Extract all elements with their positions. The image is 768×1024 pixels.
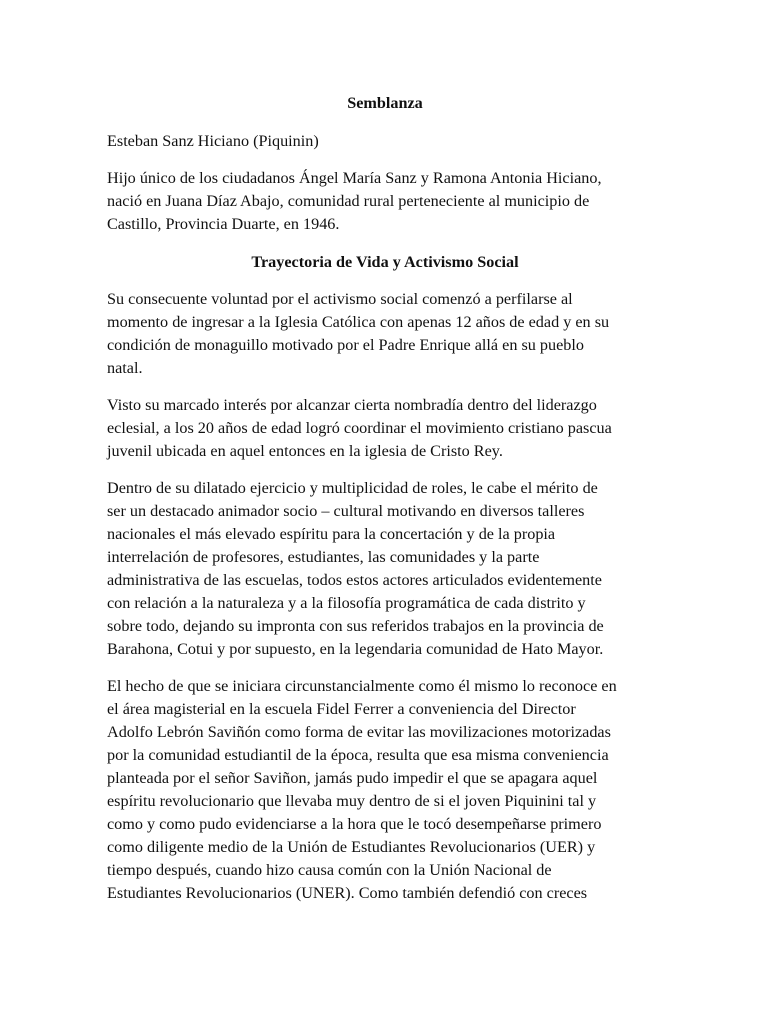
text-line: Visto su marcado interés por alcanzar cierta nombradía dentro del liderazgo [107,396,597,414]
paragraph-3 [107,477,663,661]
text-line: nacionales el más elevado espíritu para la concertación y de la propia [107,525,556,543]
text-line: El hecho de que se iniciara circunstancialmente como él mismo lo reconoce en [107,677,617,695]
section-title: Trayectoria de Vida y Activismo Social [251,253,519,271]
text-line: Castillo, Provincia Duarte, en 1946. [107,215,340,233]
document-page [107,88,663,919]
text-line: sobre todo, dejando su impronta con sus referidos trabajos en la provincia de [107,617,604,635]
text-line: Hijo único de los ciudadanos Ángel María Sanz y Ramona Antonia Hiciano, [107,169,602,187]
text-line: el área magisterial en la escuela Fidel Ferrer a conveniencia del Director [107,700,576,718]
text-line: Su consecuente voluntad por el activismo social comenzó a perfilarse al [107,290,573,308]
text-line: Estudiantes Revolucionarios (UNER). Como también defendió con creces [107,884,588,902]
text-line: ser un destacado animador socio – cultural motivando en diversos talleres [107,502,585,520]
text-line: administrativa de las escuelas, todos estos actores articulados evidentemente [107,571,602,589]
text-line: natal. [107,359,143,377]
text-line: espíritu revolucionario que llevaba muy dentro de si el joven Piquinini tal y [107,792,597,810]
text-line: planteada por el señor Saviñon, jamás pudo impedir el que se apagara aquel [107,769,598,787]
paragraph-4 [107,675,663,905]
document-title: Semblanza [347,94,423,112]
text-line: nació en Juana Díaz Abajo, comunidad rural perteneciente al municipio de [107,192,590,210]
paragraph-2 [107,394,663,463]
text-line: con relación a la naturaleza y a la filosofía programática de cada distrito y [107,594,586,612]
text-line: Adolfo Lebrón Saviñón como forma de evitar las movilizaciones motorizadas [107,723,611,741]
text-line: interrelación de profesores, estudiantes, las comunidades y la parte [107,548,540,566]
text-line: por la comunidad estudiantil de la época, resulta que esa misma conveniencia [107,746,609,764]
text-line: eclesial, a los 20 años de edad logró coordinar el movimiento cristiano pascua [107,419,612,437]
text-line: como y como pudo evidenciarse a la hora que le tocó desempeñarse primero [107,815,602,833]
text-line: condición de monaguillo motivado por el Padre Enrique allá en su pueblo [107,336,584,354]
text-line: tiempo después, cuando hizo causa común con la Unión Nacional de [107,861,552,879]
text-line: como diligente medio de la Unión de Estudiantes Revolucionarios (UER) y [107,838,596,856]
text-line: juvenil ubicada en aquel entonces en la iglesia de Cristo Rey. [107,442,503,460]
text-line: Barahona, Cotui y por supuesto, en la legendaria comunidad de Hato Mayor. [107,640,604,658]
text-line: Dentro de su dilatado ejercicio y multiplicidad de roles, le cabe el mérito de [107,479,598,497]
paragraph-1 [107,288,663,380]
text-line: momento de ingresar a la Iglesia Católica con apenas 12 años de edad y en su [107,313,610,331]
author-line: Esteban Sanz Hiciano (Piquinin) [107,132,319,150]
intro-paragraph [107,167,663,236]
